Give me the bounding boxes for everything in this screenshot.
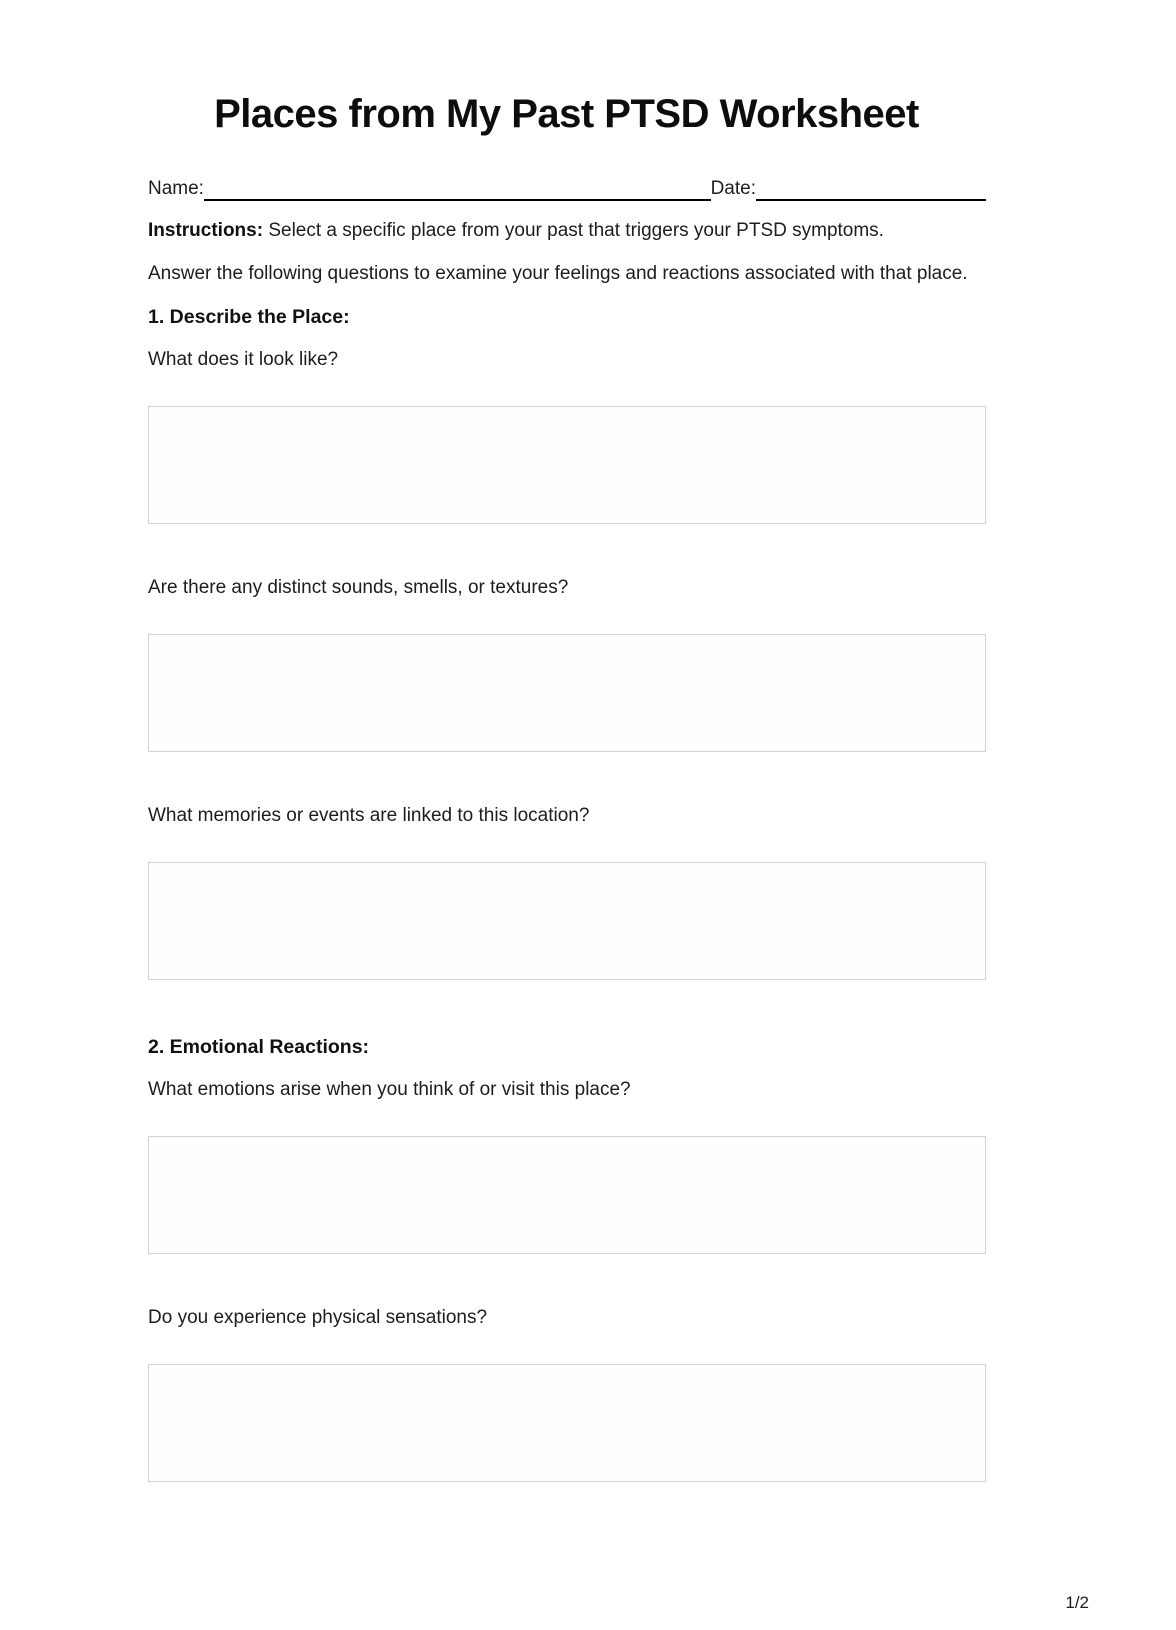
answer-box-look-like[interactable] <box>148 406 986 524</box>
question-emotions-arise: What emotions arise when you think of or visit this place? <box>148 1079 631 1100</box>
name-input[interactable] <box>204 177 711 201</box>
name-label: Name: <box>148 178 204 199</box>
section-divider-gap <box>148 1031 985 1033</box>
section-2-heading: 2. Emotional Reactions: <box>148 1036 370 1058</box>
date-label: Date: <box>710 178 756 199</box>
page-number: 1/2 <box>1065 1593 1089 1612</box>
answer-box-physical-sensations[interactable] <box>148 1364 986 1482</box>
instructions-label: Instructions: <box>148 220 264 241</box>
section-1-heading: 1. Describe the Place: <box>148 306 350 328</box>
answer-intro-paragraph: Answer the following questions to examine your feelings and reactions associated with that place. <box>148 263 968 284</box>
name-date-row <box>148 173 986 201</box>
question-physical-sensations: Do you experience physical sensations? <box>148 1307 488 1328</box>
answer-box-memories-events[interactable] <box>148 862 986 980</box>
page-title: Places from My Past PTSD Worksheet <box>214 92 919 136</box>
answer-box-emotions-arise[interactable] <box>148 1136 986 1254</box>
question-sounds-smells-textures: Are there any distinct sounds, smells, or textures? <box>148 577 569 598</box>
instructions-text: Select a specific place from your past that triggers your PTSD symptoms. <box>268 220 884 241</box>
date-input[interactable] <box>756 177 986 201</box>
answer-box-sounds-smells-textures[interactable] <box>148 634 986 752</box>
instructions-paragraph <box>148 218 985 244</box>
question-describe-look: What does it look like? <box>148 349 339 370</box>
question-memories-events: What memories or events are linked to this location? <box>148 805 590 826</box>
